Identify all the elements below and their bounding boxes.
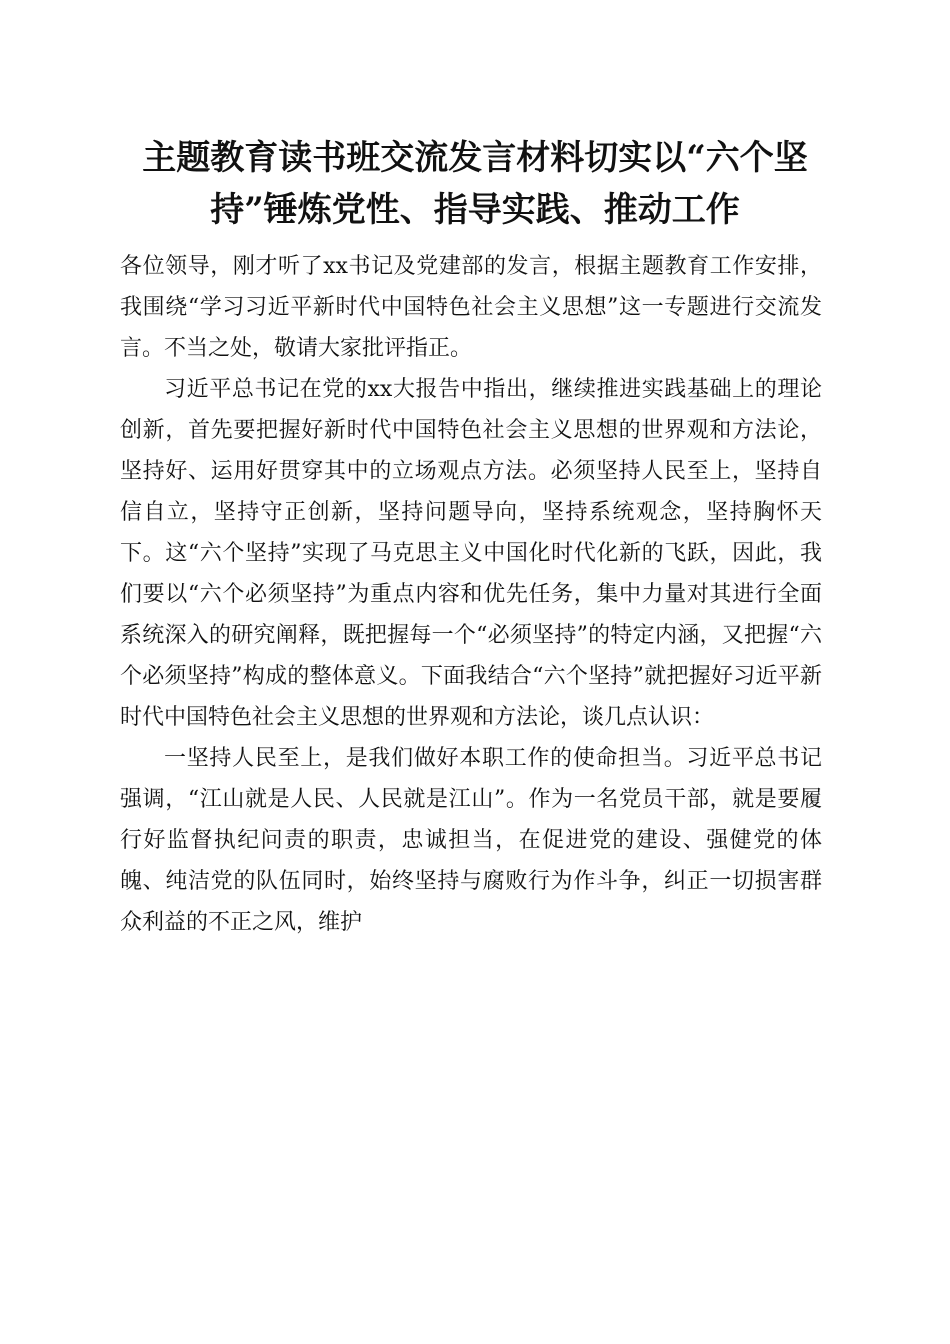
paragraph-introduction: 习近平总书记在党的xx大报告中指出，继续推进实践基础上的理论创新，首先要把握好新时代中国特色社会主义思想的世界观和方法论，坚持好、运用好贯穿其中的立场观点方法。必须坚持人民至上，坚持自信自立，坚持守正创新，坚持问题导向，坚持系统观念，坚持胸怀天下。这“六个坚持”实现了马克思主义中国化时代化新的飞跃，因此，我们要以“六个必须坚持”为重点内容和优先任务，集中力量对其进行全面系统深入的研究阐释，既把握每一个“必须坚持”的特定内涵，又把握“六个必须坚持”构成的整体意义。下面我结合“六个坚持”就把握好习近平新时代中国特色社会主义思想的世界观和方法论，谈几点认识： [120, 377, 822, 730]
paragraph-point-one: 一坚持人民至上，是我们做好本职工作的使命担当。习近平总书记强调，“江山就是人民、人民就是江山”。作为一名党员干部，就是要履行好监督执纪问责的职责，忠诚担当，在促进党的建设、强健党的体魄、纯洁党的队伍同时，始终坚持与腐败行为作斗争，纠正一切损害群众利益的不正之风，维护 [120, 746, 822, 935]
paragraph-opening: 各位领导，刚才听了xx书记及党建部的发言，根据主题教育工作安排，我围绕“学习习近平新时代中国特色社会主义思想”这一专题进行交流发言。不当之处，敬请大家批评指正。 [120, 254, 822, 361]
document-body [120, 246, 822, 943]
document-title: 主题教育读书班交流发言材料切实以“六个坚持”锤炼党性、指导实践、推动工作 [142, 138, 808, 230]
